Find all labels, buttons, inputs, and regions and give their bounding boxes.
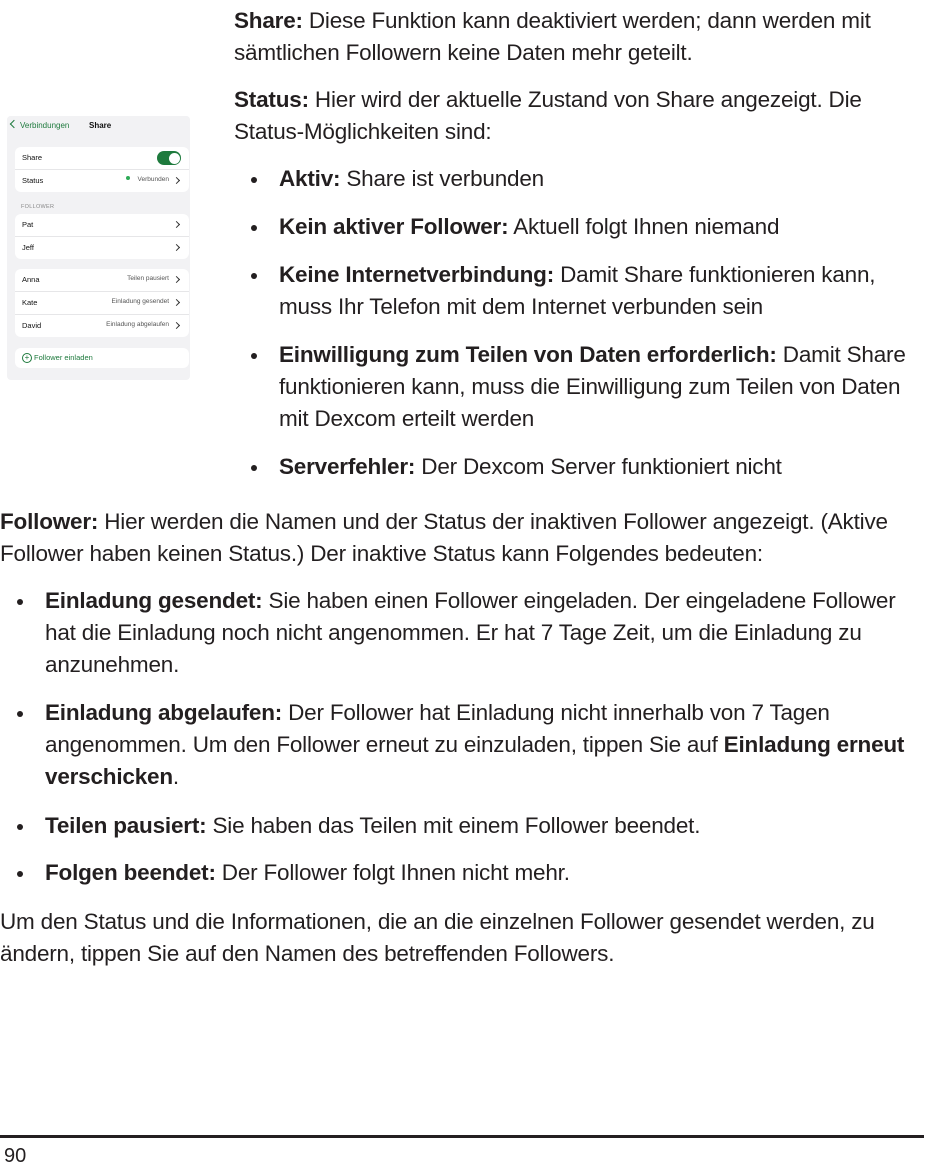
active-followers-card [15,214,189,259]
list-item: Kein aktiver Follower: Aktuell folgt Ihnen niemand [279,211,919,243]
chevron-right-icon [173,177,180,184]
share-settings-card [15,147,189,192]
chevron-right-icon [173,322,180,329]
list-item: Teilen pausiert: Sie haben das Teilen mit einem Follower beendet. [45,810,925,842]
follower-row[interactable]: Pat [15,214,189,237]
list-item: Einwilligung zum Teilen von Daten erforderlich: Damit Share funktionieren kann, muss die Einwilligung zum Teilen von Daten mit Dexcom erteilt werden [279,339,919,435]
share-toggle[interactable] [157,151,181,165]
status-dot-icon [126,176,130,180]
follower-row[interactable]: Jeff [15,237,189,259]
closing-paragraph: Um den Status und die Informationen, die an die einzelnen Follower gesendet werden, zu ändern, tippen Sie auf den Namen des betreffenden Followers. [0,909,875,966]
follower-row[interactable]: Kate Einladung gesendet [15,292,189,315]
list-item: Aktiv: Share ist verbunden [279,163,919,195]
phone-title: Share [89,121,112,130]
follower-row[interactable]: Anna Teilen pausiert [15,269,189,292]
inactive-followers-card [15,269,189,337]
page-number: 90 [4,1145,27,1167]
chevron-right-icon [173,244,180,251]
list-item: Einladung gesendet: Sie haben einen Follower eingeladen. Der eingeladene Follower hat die Einladung noch nicht angenommen. Er hat 7 Tage Zeit, um die Einladung zu anzunehmen. [45,585,925,681]
share-paragraph: Share: Diese Funktion kann deaktiviert werden; dann werden mit sämtlichen Followern keine Daten mehr geteilt. [234,8,871,65]
status-paragraph: Status: Hier wird der aktuelle Zustand von Share angezeigt. Die Status-Möglichkeiten sind: [234,87,862,144]
chevron-right-icon [173,276,180,283]
follower-section-label: FOLLOWER [21,204,55,210]
list-item: Einladung abgelaufen: Der Follower hat Einladung nicht innerhalb von 7 Tagen angenommen. Um den Follower erneut zu einzuladen, tippen Sie auf Einladung erneut verschicken. [45,697,925,793]
list-item: Serverfehler: Der Dexcom Server funktioniert nicht [279,451,919,483]
follower-row[interactable]: David Einladung abgelaufen [15,315,189,337]
follower-paragraph: Follower: Hier werden die Namen und der Status der inaktiven Follower angezeigt. (Aktive Follower haben keinen Status.) Der inaktive Status kann Folgendes bedeuten: [0,509,888,566]
invite-follower-button[interactable]: + Follower einladen [15,348,189,368]
chevron-right-icon [173,221,180,228]
list-item: Folgen beendet: Der Follower folgt Ihnen nicht mehr. [45,857,925,889]
phone-header [7,116,190,138]
share-row: Share [15,147,189,170]
plus-circle-icon: + [22,353,32,363]
back-button[interactable]: Verbindungen [11,121,69,130]
status-row[interactable]: Status Verbunden [15,170,189,192]
list-item: Keine Internetverbindung: Damit Share funktionieren kann, muss Ihr Telefon mit dem Internet verbunden sein [279,259,899,323]
chevron-left-icon [10,120,18,128]
phone-screenshot [7,116,190,380]
footer-rule [0,1135,924,1138]
chevron-right-icon [173,299,180,306]
